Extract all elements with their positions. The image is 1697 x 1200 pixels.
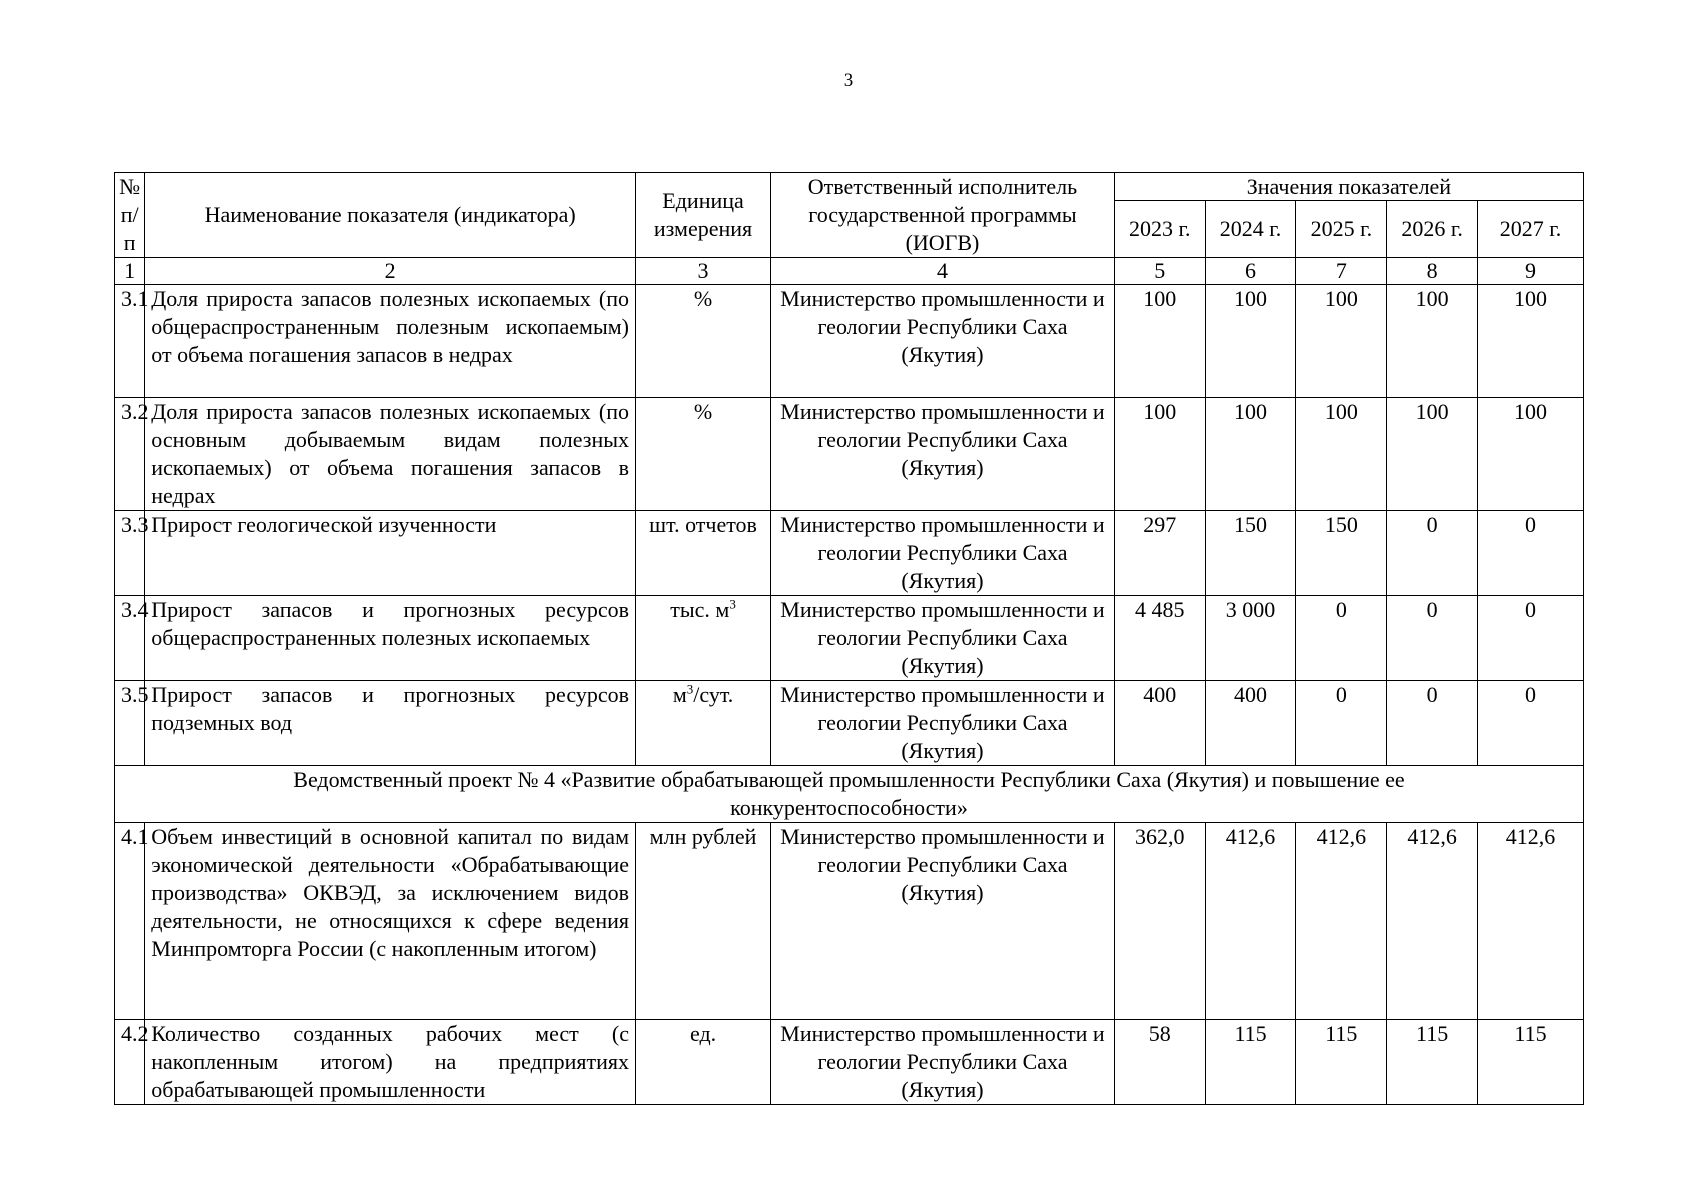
table-row (115, 398, 1584, 511)
indicator-name: Доля прироста запасов полезных ископаемых (по основным добываемым видам полезных ископаемых) от объема погашения запасов в недрах (145, 398, 636, 511)
table-row (115, 823, 1584, 1020)
row-num: 3.4 (115, 596, 145, 681)
value-2027: 100 (1478, 285, 1584, 398)
indicators-table (114, 172, 1584, 1105)
value-2026: 100 (1387, 398, 1478, 511)
unit-base: м (672, 682, 687, 707)
value-2025: 115 (1296, 1020, 1387, 1105)
value-2024: 150 (1205, 511, 1296, 596)
indicator-name: Доля прироста запасов полезных ископаемых (по общераспространенным полезным ископаемым) от объема погашения запасов в недрах (145, 285, 636, 398)
column-number: 5 (1114, 258, 1205, 285)
header-unit: Единица измерения (636, 173, 771, 258)
unit: шт. отчетов (636, 511, 771, 596)
responsible: Министерство промышленности и геологии Республики Саха (Якутия) (771, 511, 1115, 596)
value-2025: 0 (1296, 681, 1387, 766)
responsible: Министерство промышленности и геологии Республики Саха (Якутия) (771, 681, 1115, 766)
value-2026: 0 (1387, 511, 1478, 596)
page-number: 3 (843, 70, 854, 91)
value-2023: 400 (1114, 681, 1205, 766)
row-num: 3.3 (115, 511, 145, 596)
column-number: 2 (145, 258, 636, 285)
unit (636, 681, 771, 766)
header-row-1 (115, 173, 1584, 201)
unit-superscript: 3 (686, 681, 694, 697)
unit-base: тыс. м (670, 597, 730, 622)
unit-tail: /сут. (693, 682, 734, 707)
column-number: 7 (1296, 258, 1387, 285)
row-num: 4.1 (115, 823, 145, 1020)
section-heading-row (115, 766, 1584, 823)
value-2023: 100 (1114, 285, 1205, 398)
unit-superscript: 3 (729, 596, 736, 612)
responsible: Министерство промышленности и геологии Республики Саха (Якутия) (771, 285, 1115, 398)
responsible: Министерство промышленности и геологии Республики Саха (Якутия) (771, 1020, 1115, 1105)
table-row (115, 681, 1584, 766)
value-2027: 412,6 (1478, 823, 1584, 1020)
value-2024: 400 (1205, 681, 1296, 766)
value-2023: 4 485 (1114, 596, 1205, 681)
unit (636, 596, 771, 681)
header-responsible: Ответственный исполнитель государственной программы (ИОГВ) (771, 173, 1115, 258)
value-2024: 100 (1205, 285, 1296, 398)
row-num: 3.5 (115, 681, 145, 766)
responsible: Министерство промышленности и геологии Республики Саха (Якутия) (771, 398, 1115, 511)
header-year: 2024 г. (1205, 201, 1296, 258)
column-number: 9 (1478, 258, 1584, 285)
value-2024: 412,6 (1205, 823, 1296, 1020)
value-2026: 0 (1387, 681, 1478, 766)
value-2025: 0 (1296, 596, 1387, 681)
header-year: 2027 г. (1478, 201, 1584, 258)
value-2025: 100 (1296, 285, 1387, 398)
value-2026: 115 (1387, 1020, 1478, 1105)
value-2023: 58 (1114, 1020, 1205, 1105)
header-num (115, 173, 145, 258)
section-title: Ведомственный проект № 4 «Развитие обрабатывающей промышленности Республики Саха (Якутия) и повышение ее конкурентоспособности» (115, 766, 1584, 823)
value-2023: 297 (1114, 511, 1205, 596)
table-row (115, 1020, 1584, 1105)
column-numbers-row (115, 258, 1584, 285)
value-2027: 100 (1478, 398, 1584, 511)
value-2025: 100 (1296, 398, 1387, 511)
indicator-name: Прирост запасов и прогнозных ресурсов подземных вод (145, 681, 636, 766)
header-year: 2026 г. (1387, 201, 1478, 258)
value-2025: 412,6 (1296, 823, 1387, 1020)
column-number: 3 (636, 258, 771, 285)
row-num: 3.1 (115, 285, 145, 398)
value-2026: 100 (1387, 285, 1478, 398)
row-num: 4.2 (115, 1020, 145, 1105)
value-2026: 412,6 (1387, 823, 1478, 1020)
header-year: 2025 г. (1296, 201, 1387, 258)
header-values-group: Значения показателей (1114, 173, 1583, 201)
unit: млн рублей (636, 823, 771, 1020)
value-2027: 115 (1478, 1020, 1584, 1105)
table-row (115, 511, 1584, 596)
column-number: 4 (771, 258, 1115, 285)
value-2027: 0 (1478, 511, 1584, 596)
indicator-name: Количество созданных рабочих мест (с накопленным итогом) на предприятиях обрабатывающей промышленности (145, 1020, 636, 1105)
responsible: Министерство промышленности и геологии Республики Саха (Якутия) (771, 823, 1115, 1020)
value-2026: 0 (1387, 596, 1478, 681)
value-2027: 0 (1478, 596, 1584, 681)
unit: ед. (636, 1020, 771, 1105)
value-2024: 3 000 (1205, 596, 1296, 681)
header-year: 2023 г. (1114, 201, 1205, 258)
unit: % (636, 285, 771, 398)
indicator-name: Прирост запасов и прогнозных ресурсов общераспространенных полезных ископаемых (145, 596, 636, 681)
unit: % (636, 398, 771, 511)
column-number: 6 (1205, 258, 1296, 285)
header-name: Наименование показателя (индикатора) (145, 173, 636, 258)
value-2027: 0 (1478, 681, 1584, 766)
header-num-text: № п/п (119, 174, 141, 255)
value-2024: 115 (1205, 1020, 1296, 1105)
column-number: 1 (115, 258, 145, 285)
value-2023: 100 (1114, 398, 1205, 511)
responsible: Министерство промышленности и геологии Республики Саха (Якутия) (771, 596, 1115, 681)
table-row (115, 285, 1584, 398)
indicator-name: Объем инвестиций в основной капитал по видам экономической деятельности «Обрабатывающие производства» ОКВЭД, за исключением видов деятельности, не относящихся к сфере ведения Минпромторга России (с накопленным итогом) (145, 823, 636, 1020)
value-2024: 100 (1205, 398, 1296, 511)
row-num: 3.2 (115, 398, 145, 511)
value-2023: 362,0 (1114, 823, 1205, 1020)
indicator-name: Прирост геологической изученности (145, 511, 636, 596)
column-number: 8 (1387, 258, 1478, 285)
table-row (115, 596, 1584, 681)
value-2025: 150 (1296, 511, 1387, 596)
